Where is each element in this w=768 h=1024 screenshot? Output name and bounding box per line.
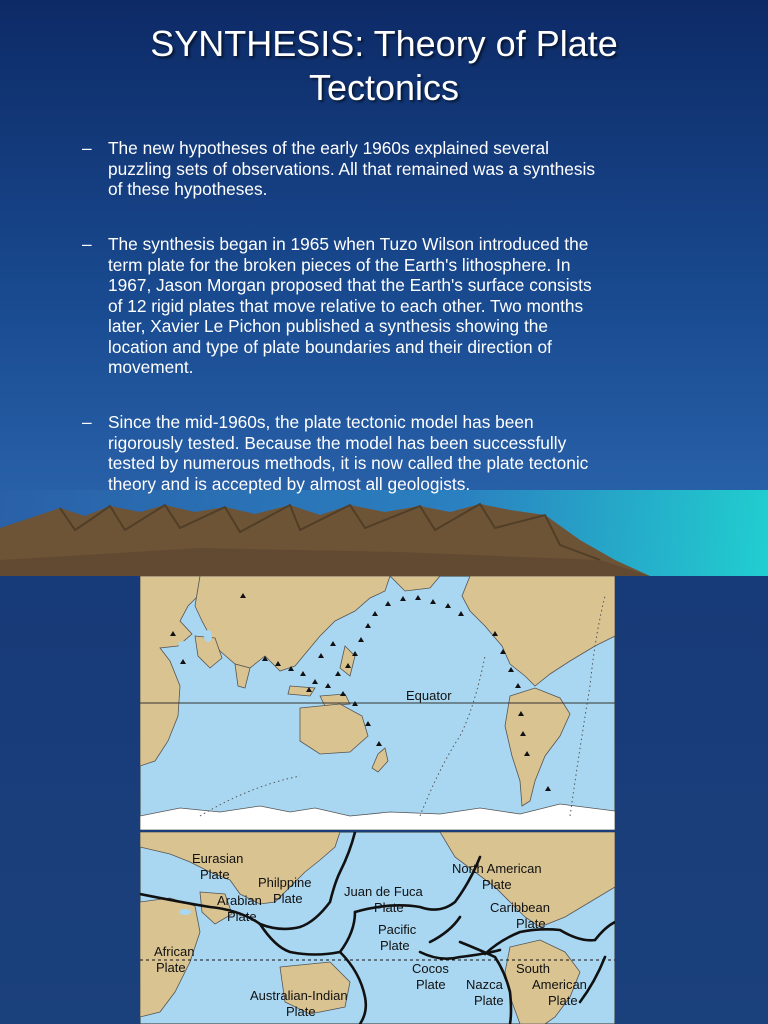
bullet-line: 1967, Jason Morgan proposed that the Earth's surface consists: [108, 275, 592, 295]
bullet-line: of these hypotheses.: [108, 179, 268, 199]
bullet-dash: –: [82, 234, 92, 254]
label-nazca-plate: Nazca Plate: [466, 977, 504, 1008]
bullet-line: of 12 rigid plates that move relative to each other. Two months: [108, 295, 584, 316]
bullet-text: [108, 138, 722, 200]
label-north-american-plate: North American Plate: [452, 861, 542, 892]
bullet-text: [108, 412, 722, 494]
title-line-2: Tectonics: [308, 67, 460, 108]
label-juan-de-fuca-plate: Juan de Fuca Plate: [344, 884, 423, 915]
label-caribbean-plate: Caribbean Plate: [490, 900, 550, 931]
label-cocos-plate: Cocos Plate: [412, 961, 449, 992]
bullet-line: movement.: [108, 357, 194, 377]
bullet-line: term plate for the broken pieces of the Earth's lithosphere. In: [108, 254, 571, 275]
bullet-line: puzzling sets of observations. All that remained was a synthesis: [108, 158, 596, 179]
equator-label: Equator: [406, 688, 452, 703]
bullet-line: tested by numerous methods, it is now called the plate tectonic: [108, 453, 589, 473]
title-line-1: SYNTHESIS: Theory of Plate: [150, 23, 618, 64]
bullet-line: rigorously tested. Because the model has been successfully: [108, 432, 567, 453]
label-philippine-plate: Philppine Plate: [258, 875, 312, 906]
label-eurasian-plate: Eurasian Plate: [192, 851, 244, 882]
label-pacific-plate: Pacific Plate: [378, 922, 417, 953]
label-arabian-plate: Arabian Plate: [217, 893, 262, 924]
bullet-line: The synthesis began in 1965 when Tuzo Wilson introduced the: [108, 234, 589, 254]
bullet-line: The new hypotheses of the early 1960s explained several: [108, 138, 549, 158]
label-african-plate: African Plate: [154, 944, 195, 975]
bullet-line: Since the mid-1960s, the plate tectonic model has been: [108, 412, 534, 432]
tectonic-plates-map: [140, 832, 615, 1024]
bullet-line: later, Xavier Le Pichon published a synthesis showing the: [108, 316, 548, 336]
label-australian-indian-plate: Australian-Indian Plate: [250, 988, 348, 1019]
bullet-line: theory and is accepted by almost all geologists.: [108, 473, 471, 494]
bullet-dash: –: [82, 138, 92, 158]
bullet-text: [108, 234, 722, 378]
slide-title: [0, 22, 768, 110]
label-south-american-plate: South American Plate: [516, 961, 587, 1008]
bullet-line: location and type of plate boundaries and their direction of: [108, 336, 552, 357]
volcano-world-map: [140, 576, 615, 830]
bullet-dash: –: [82, 412, 92, 432]
